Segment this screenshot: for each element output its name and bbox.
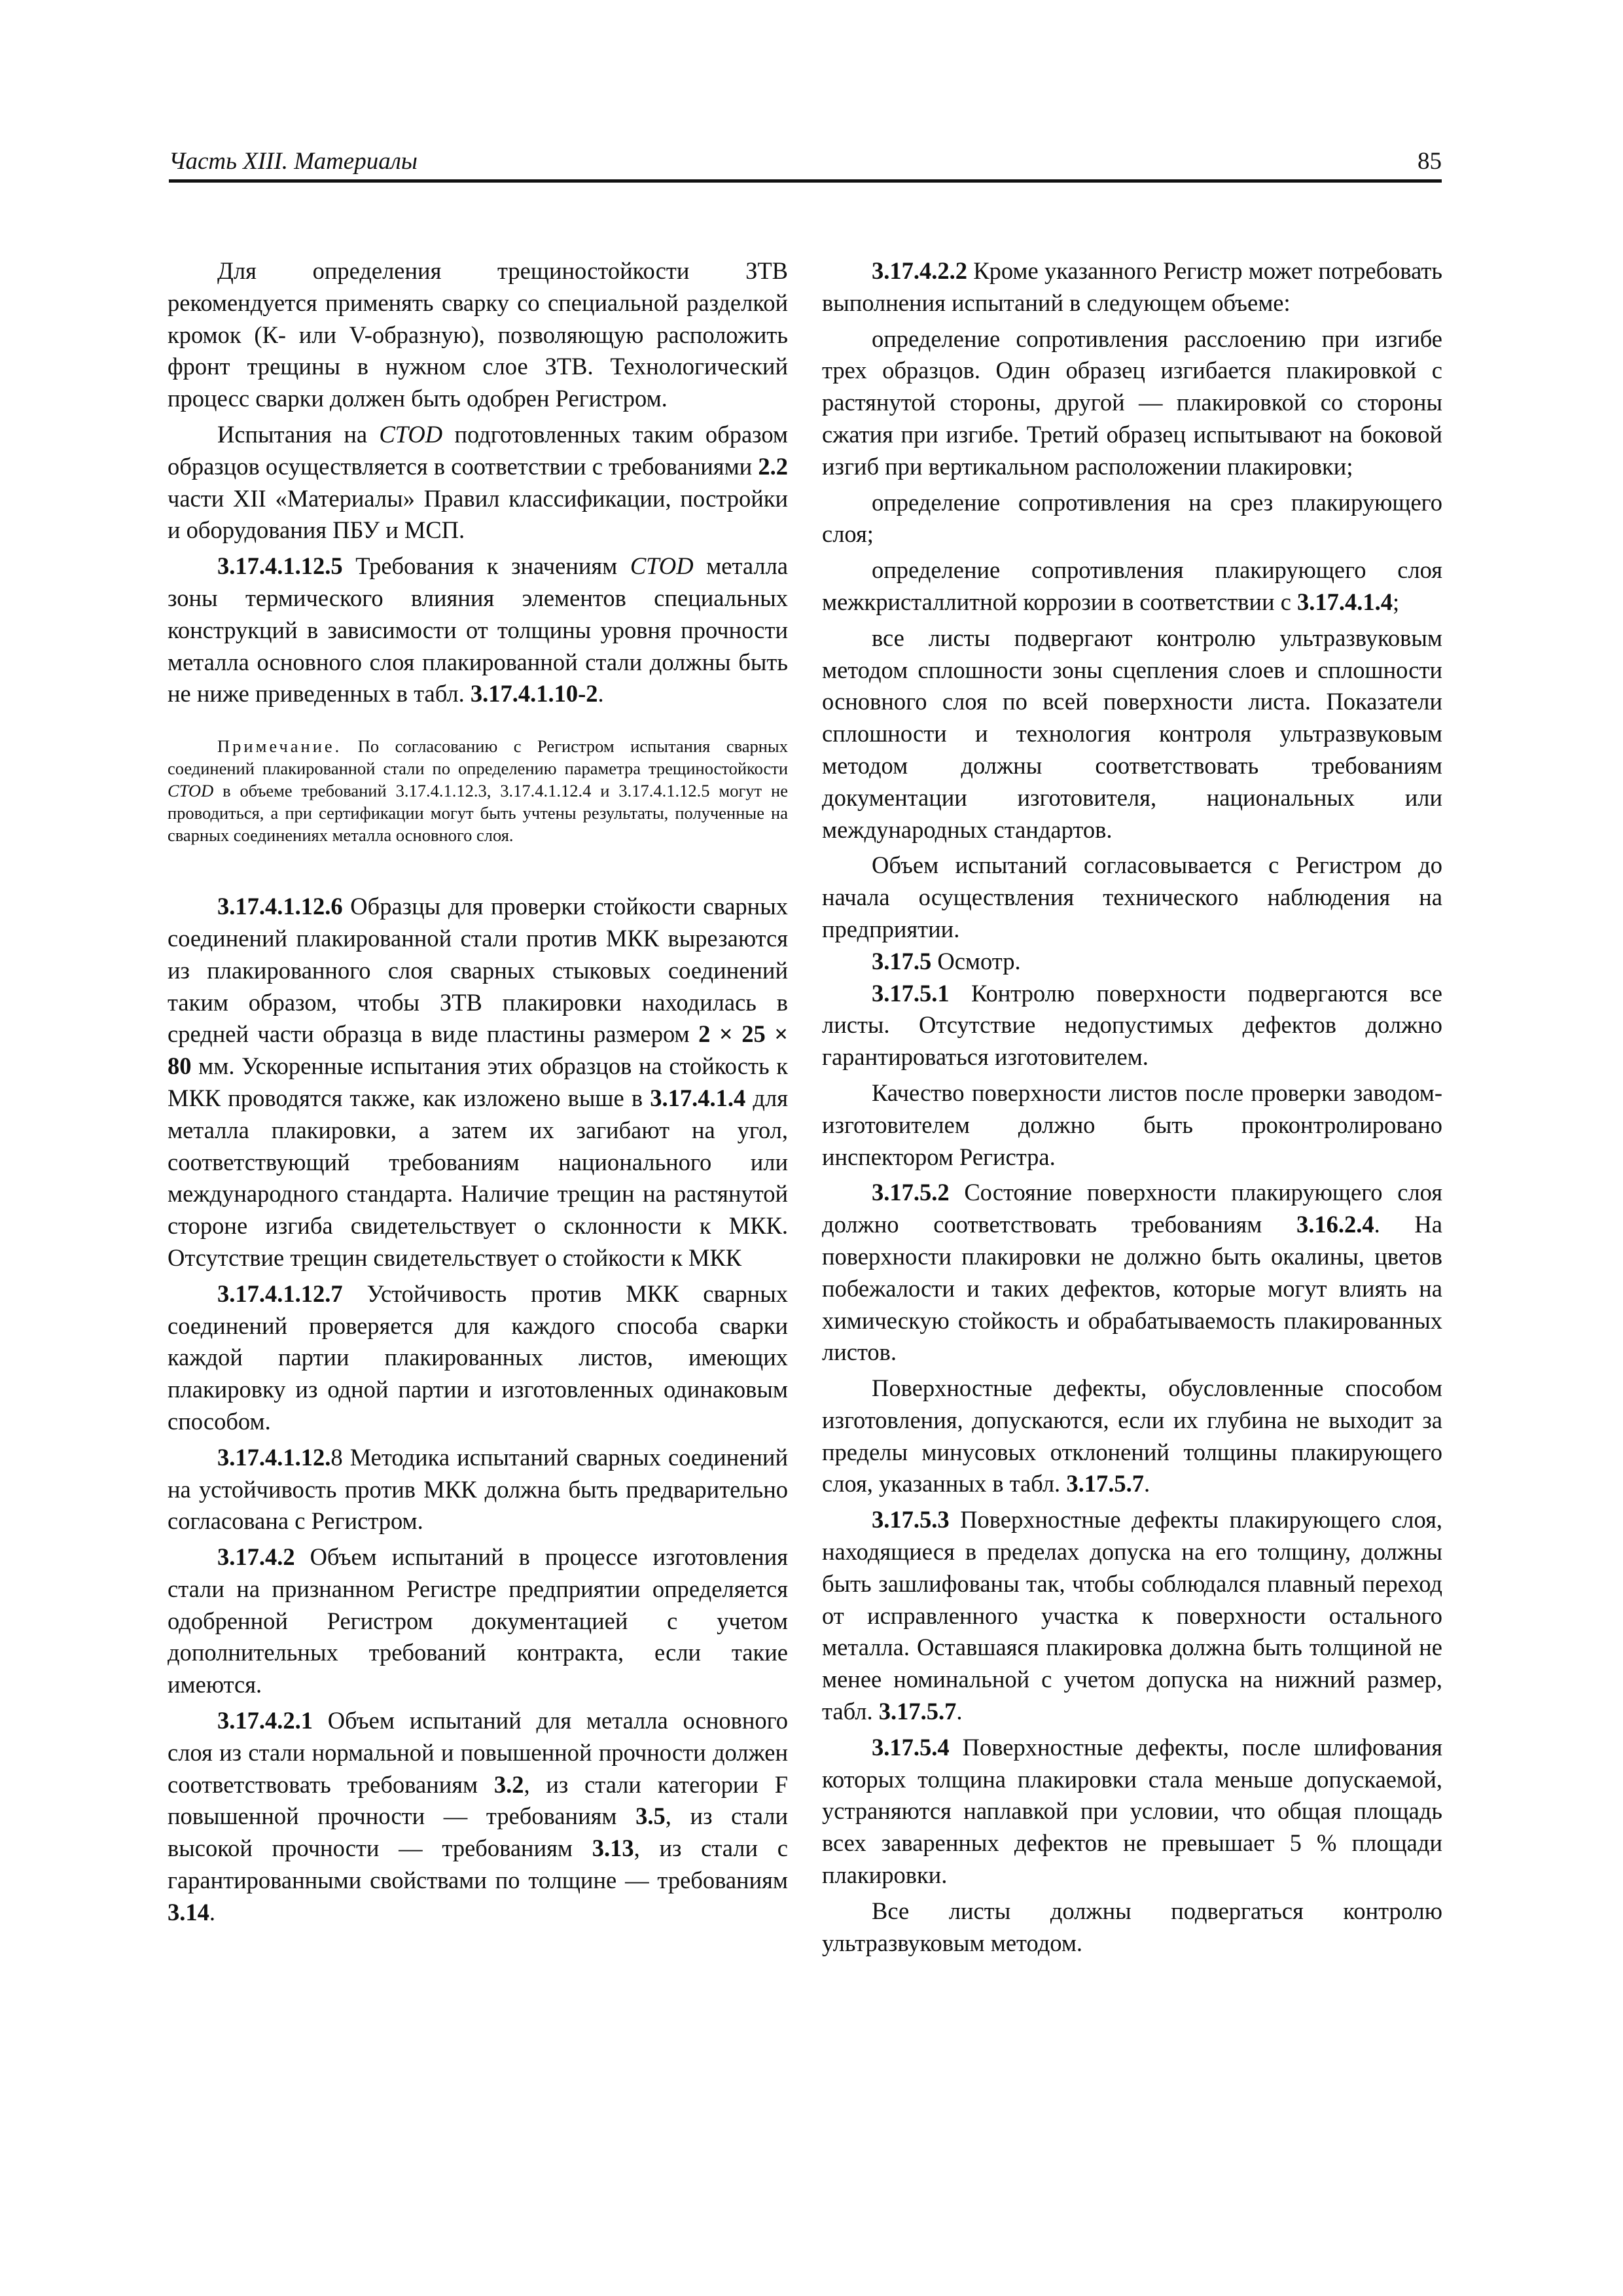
paragraph: Объем испытаний согласовывается с Регистром до начала осуществления технического наблюдения на предприятии.	[822, 852, 1442, 942]
note-block: Примечание. По согласованию с Регистром испытания сварных соединений плакированной стали по определению параметра трещиностойкости CTOD в объеме требований 3.17.4.1.12.3, 3.17.4.1.12.4 и 3.17.4.1.12.5 могут не проводиться, а при сертификации могут быть учтены результаты, полученные на сварных соединениях металла основного слоя.	[168, 736, 788, 846]
section-number: 3.17.4.2.2	[872, 257, 967, 284]
right-column	[822, 255, 1442, 1959]
paragraph: 3.17.4.1.12.6 Образцы для проверки стойкости сварных соединений плакированной стали против МКК вырезаются из плакированного слоя сварных стыковых соединений таким образом, чтобы ЗТВ плакировки находилась в средней части образца в виде пластины размером 2 × 25 × 80 мм. Ускоренные испытания этих образцов на стойкость к МКК проводятся также, как изложено выше в 3.17.4.1.4 для металла плакировки, а затем их загибают на угол, соответствующий требованиям национального или международного стандарта. Наличие трещин на растянутой стороне изгиба свидетельствует о склонности к МКК. Отсутствие трещин свидетельствует о стойкости к МКК	[168, 893, 788, 1271]
paragraph: 3.17.5.1 Контролю поверхности подвергаются все листы. Отсутствие недопустимых дефектов должно гарантироваться изготовителем.	[822, 979, 1442, 1071]
list-item: все листы подвергают контролю ультразвуковым методом сплошности зоны сцепления слоев и сплошности основного слоя по всей поверхности листа. Показатели сплошности и технология контроля ультразвуковым методом должны соответствовать требованиям документации изготовителя, национальных или международных стандартов.	[822, 624, 1442, 843]
paragraph: 3.17.4.2.2 Кроме указанного Регистр может потребовать выполнения испытаний в следующем объеме:	[822, 257, 1442, 316]
section-ref: 3.5	[635, 1803, 666, 1830]
note-label: Примечание.	[217, 736, 342, 757]
section-ref: 3.2	[493, 1770, 524, 1798]
table-ref: 3.17.5.7	[1066, 1470, 1144, 1498]
running-header	[169, 144, 1442, 183]
section-ref: 3.17.4.1.4	[650, 1084, 746, 1111]
section-number: 3.17.5.2	[872, 1179, 950, 1206]
paragraph: 3.17.4.1.12.8 Методика испытаний сварных соединений на устойчивость против МКК должна быть предварительно согласована с Регистром.	[168, 1443, 788, 1535]
section-ref: 3.17.4.1.4	[1297, 588, 1393, 615]
section-number: 3.17.5.3	[872, 1506, 950, 1534]
paragraph: 3.17.4.1.12.7 Устойчивость против МКК сварных соединений проверяется для каждого способа сварки каждой партии плакированных листов, имеющих плакировку из одной партии и изготовленных одинаковым способом.	[168, 1280, 788, 1435]
list-item: определение сопротивления на срез плакирующего слоя;	[822, 488, 1442, 548]
paragraph: Для определения трещиностойкости ЗТВ рекомендуется применять сварку со специальной разделкой кромок (К- или V-образную), позволяющую расположить фронт трещины в нужном слое ЗТВ. Технологический процесс сварки должен быть одобрен Регистром.	[168, 257, 788, 412]
list-item: определение сопротивления расслоению при изгибе трех образцов. Один образец изгибается плакировкой с растянутой стороны, другой — плакировкой со стороны сжатия при изгибе. Третий образец испытывают на боковой изгиб при вертикальном расположении плакировки;	[822, 325, 1442, 480]
header-title: Часть XIII. Материалы	[169, 148, 418, 175]
dimensions: 2 × 25 × 80	[168, 1020, 788, 1080]
section-ref: 3.14	[168, 1898, 209, 1926]
table-ref: 3.17.5.7	[878, 1698, 957, 1725]
section-number: 3.17.5.1	[872, 979, 950, 1007]
list-item: определение сопротивления плакирующего слоя межкристаллитной коррозии в соответствии с 3.17.4.1.4;	[822, 556, 1442, 615]
paragraph: Качество поверхности листов после проверки заводом-изготовителем должно быть проконтролировано инспектором Регистра.	[822, 1079, 1442, 1170]
section-number: 3.17.4.1.12.	[217, 1443, 331, 1471]
paragraph: 3.17.4.2 Объем испытаний в процессе изготовления стали на признанном Регистре предприятии определяется одобренной Регистром документацией с учетом дополнительных требований контракта, если такие имеются.	[168, 1543, 788, 1698]
section-number: 3.17.5	[872, 947, 932, 975]
ctod-term: CTOD	[630, 552, 694, 580]
paragraph: Испытания на CTOD подготовленных таким образом образцов осуществляется в соответствии с требованиями 2.2 части XII «Материалы» Правил классификации, постройки и оборудования ПБУ и МСП.	[168, 420, 788, 544]
paragraph: 3.17.4.1.12.5 Требования к значениям CTOD металла зоны термического влияния элементов специальных конструкций в зависимости от толщины уровня прочности металла основного слоя плакированной стали должны быть не ниже приведенных в табл. 3.17.4.1.10-2.	[168, 552, 788, 708]
left-column	[168, 255, 788, 1929]
section-number: 3.17.5.4	[872, 1733, 950, 1761]
ctod-term: CTOD	[379, 420, 443, 448]
page-number: 85	[1418, 148, 1442, 175]
section-number: 3.17.4.2.1	[217, 1707, 313, 1734]
paragraph: Поверхностные дефекты, обусловленные способом изготовления, допускаются, если их глубина не выходит за пределы минусовых отклонений толщины плакирующего слоя, указанных в табл. 3.17.5.7.	[822, 1374, 1442, 1498]
section-number: 3.17.4.1.12.7	[217, 1280, 343, 1307]
section-number: 3.17.4.1.12.5	[217, 552, 343, 580]
paragraph: 3.17.5.2 Состояние поверхности плакирующего слоя должно соответствовать требованиям 3.16.2.4. На поверхности плакировки не должно быть окалины, цветов побежалости и таких дефектов, которые могут влиять на химическую стойкость и обрабатываемость плакированных листов.	[822, 1179, 1442, 1366]
section-ref: 3.16.2.4	[1296, 1211, 1374, 1238]
section-ref: 3.13	[592, 1835, 634, 1862]
paragraph: 3.17.4.2.1 Объем испытаний для металла основного слоя из стали нормальной и повышенной прочности должен соответствовать требованиям 3.2, из стали категории F повышенной прочности — требованиям 3.5, из стали высокой прочности — требованиям 3.13, из стали с гарантированными свойствами по толщине — требованиям 3.14.	[168, 1707, 788, 1926]
section-number: 3.17.4.2	[217, 1543, 295, 1571]
section-heading: 3.17.5 Осмотр.	[872, 947, 1021, 975]
paragraph: 3.17.5.3 Поверхностные дефекты плакирующего слоя, находящиеся в пределах допуска на его толщину, должны быть зашлифованы так, чтобы соблюдался плавный переход от исправленного участка к поверхности остального металла. Оставшаяся плакировка должна быть толщиной не менее номинальной с учетом допуска на нижний размер, табл. 3.17.5.7.	[822, 1506, 1442, 1725]
table-ref: 3.17.4.1.10-2	[470, 680, 598, 708]
ctod-term: CTOD	[168, 781, 214, 801]
paragraph: Все листы должны подвергаться контролю ультразвуковым методом.	[822, 1897, 1442, 1956]
section-ref: 2.2	[758, 452, 788, 480]
paragraph: 3.17.5.4 Поверхностные дефекты, после шлифования которых толщина плакировки стала меньше допускаемой, устраняются наплавкой при условии, что общая площадь всех заваренных дефектов не превышает 5 % площади плакировки.	[822, 1733, 1442, 1889]
section-number: 3.17.4.1.12.6	[217, 893, 343, 920]
